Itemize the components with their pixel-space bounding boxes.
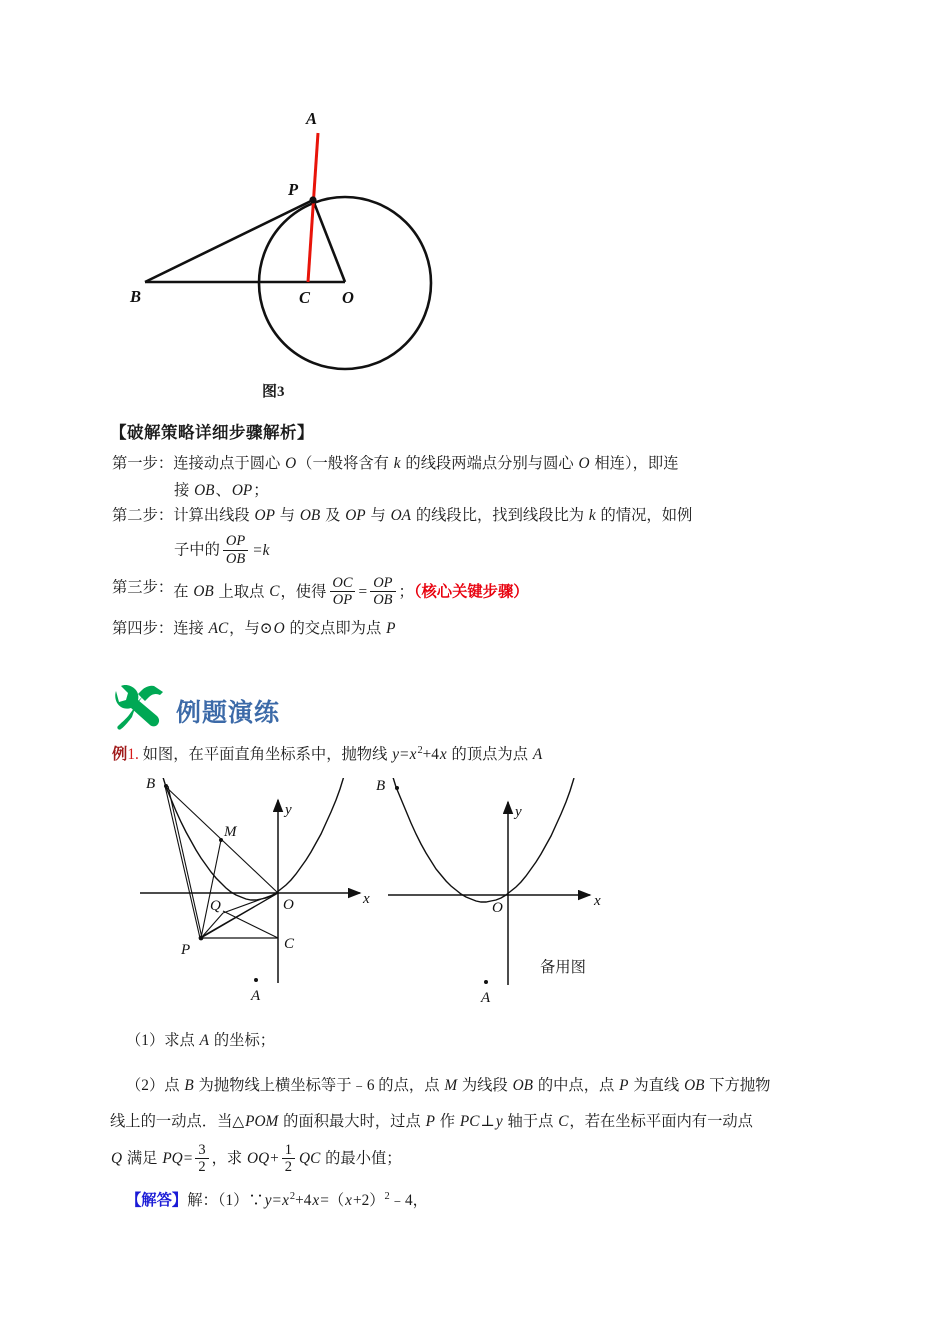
step-3-text-c: ，使得 (280, 583, 327, 601)
left-label-Q: Q (210, 898, 221, 914)
step-3-text-a: 在 (173, 583, 193, 601)
q2-l3-var-PQ: PQ (162, 1149, 183, 1167)
step-4 (112, 617, 812, 642)
q2-l2-perp: ⊥ (480, 1113, 495, 1131)
fraction-op-ob-2-numerator: OP (373, 574, 393, 591)
q2-l3-var-QC: QC (299, 1149, 321, 1167)
step-2-text-d: 与 (366, 506, 390, 524)
q2-l2-c: 作 (435, 1113, 459, 1131)
q2-l1-var-M: M (444, 1077, 458, 1094)
step-1-cont-text: 接 (174, 481, 194, 499)
point-P-dot (309, 196, 316, 203)
step-1-text-a: 连接动点于圆心 (173, 455, 285, 472)
step-4-label: 第四步： (112, 620, 174, 638)
step-2-text-a: 计算出线段 (173, 506, 254, 524)
segment-BP-left (165, 786, 200, 938)
q2-l2-var-POM: POM (245, 1113, 279, 1131)
figure-circle-tangent (110, 100, 510, 410)
left-label-M: M (224, 824, 237, 840)
fraction-op-ob (223, 533, 248, 566)
example-eq-exponent: 2 (417, 744, 423, 756)
q2-l3-a: 满足 (123, 1149, 162, 1167)
question-2 (110, 1068, 832, 1177)
q2-l1-var-P: P (619, 1077, 629, 1094)
step-2-body (173, 504, 812, 529)
question-2-line-2 (110, 1104, 832, 1140)
question-2-line-3 (110, 1141, 832, 1177)
step-1-text-c: 的线段两端点分别与圆心 (401, 455, 578, 472)
q2-l1-var-OB2: OB (684, 1077, 705, 1094)
label-P: P (288, 180, 299, 199)
step-2-text-e: 的线段比，找到线段比为 (412, 506, 588, 524)
right-label-B: B (376, 778, 386, 794)
step-2-cont-text: 子中的 (174, 541, 220, 559)
wrench-hammer-icon-svg (112, 684, 166, 732)
right-label-O: O (492, 900, 503, 916)
step-2-var-d: OA (390, 506, 411, 524)
step-1-var-c: O (578, 455, 590, 472)
step-3-var-a: OB (193, 583, 214, 601)
wrench-hammer-icon (112, 684, 166, 737)
answer-var-x2: x (312, 1192, 320, 1209)
segment-QO-left (223, 893, 278, 913)
step-3-text-b: 上取点 (214, 583, 269, 601)
answer-plus-2: +2） (352, 1192, 385, 1209)
fraction-oc-op-numerator: OC (332, 574, 353, 591)
section-heading-examples (112, 684, 280, 737)
example-eq-x2: x (439, 746, 447, 763)
q2-l3-c: 的最小值； (321, 1149, 402, 1167)
segment-PO (313, 200, 345, 282)
right-label-x: x (594, 893, 601, 909)
example-var-A: A (532, 746, 543, 763)
step-4-text-a: 连接 (173, 620, 208, 638)
fraction-oc-op-denominator: OP (330, 591, 355, 608)
q2-l2-var-C: C (558, 1113, 569, 1131)
step-3-key-highlight: （核心关键步骤） (413, 583, 529, 601)
step-2-text-b: 与 (275, 506, 299, 524)
step-4-var-b: O (273, 620, 285, 638)
step-2-var-b: OB (299, 506, 321, 524)
q2-l2-b: 的面积最大时，过点 (279, 1113, 425, 1131)
question-2-line-1 (126, 1068, 832, 1104)
segment-BP (145, 200, 313, 282)
step-2-text-f: 的情况，如例 (596, 506, 693, 524)
section-title-examples: 例题演练 (176, 698, 281, 727)
q2-l3-equals: = (183, 1149, 193, 1167)
left-label-y: y (285, 802, 292, 818)
step-4-body (173, 617, 812, 642)
question-2-number: （2） (126, 1077, 165, 1094)
question-1-number: （1） (126, 1032, 165, 1049)
example-number: 1. (127, 746, 139, 763)
step-1-cont-end: ； (253, 481, 269, 499)
q2-l1-var-OB: OB (512, 1077, 534, 1094)
answer-exponent-2: 2 (384, 1190, 390, 1202)
q2-l2-var-P: P (425, 1113, 435, 1131)
step-3 (112, 576, 812, 609)
step-4-var-c: P (386, 620, 396, 638)
step-2-var-a: OP (254, 506, 275, 524)
answer-equals-1: = (272, 1192, 282, 1209)
right-label-A: A (481, 990, 491, 1006)
step-2 (112, 504, 812, 529)
fraction-one-half (282, 1142, 295, 1175)
example-eq-equals: = (400, 746, 409, 763)
fraction-op-ob-denominator: OB (223, 550, 248, 567)
q2-l1-var-B: B (184, 1077, 194, 1094)
q2-l2-var-y: y (495, 1113, 503, 1131)
answer-minus-4: ﹣4， (389, 1192, 428, 1209)
step-1-text-b: （一般将含有 (297, 455, 393, 472)
step-3-var-b: C (269, 583, 280, 601)
step-1-body (173, 452, 812, 477)
left-label-B: B (146, 778, 156, 792)
step-3-label: 第三步： (112, 578, 174, 596)
question-1-var-A: A (199, 1032, 210, 1049)
label-O: O (342, 288, 354, 307)
step-4-text-c: 的交点即为点 (285, 620, 386, 638)
step-3-body (173, 576, 812, 609)
left-label-A: A (251, 988, 261, 1004)
fraction-oc-op (329, 575, 355, 608)
strategy-steps (112, 452, 812, 644)
label-C: C (299, 288, 311, 307)
fraction-one-half-denominator: 2 (282, 1158, 295, 1175)
q2-l2-d: 轴于点 (503, 1113, 558, 1131)
step-2-text-c: 及 (321, 506, 345, 524)
fraction-three-halves-denominator: 2 (195, 1158, 208, 1175)
step-2-var-c: OP (345, 506, 366, 524)
step-2-continuation (112, 534, 812, 567)
step-1-cont-var2: OP (231, 481, 253, 499)
example-eq-y: y (392, 746, 399, 763)
q2-l3-plus: + (270, 1149, 279, 1167)
answer-var-x1: x (282, 1192, 289, 1209)
segment-BP-left-2 (168, 786, 202, 938)
step-4-var-a: AC (208, 620, 229, 638)
answer-line (126, 1188, 428, 1210)
point-B-right-dot (395, 786, 399, 790)
q2-l2-a: 线上的一动点．当△ (110, 1113, 245, 1131)
figure-caption-3: 图3 (262, 384, 285, 400)
step-2-var-e: k (588, 506, 596, 524)
step-1-text-d: 相连），即连 (590, 455, 679, 472)
q2-l3-var-Q: Q (111, 1149, 123, 1167)
q2-l1-b: 为抛物线上横坐标等于﹣6 的点，点 (194, 1077, 444, 1094)
segment-QC-left (223, 911, 278, 938)
step-3-semicolon: ； (398, 583, 414, 601)
fraction-one-half-numerator: 1 (284, 1141, 293, 1158)
figure-parabolas (110, 778, 810, 1018)
strategy-heading: 【破解策略详细步骤解析】 (110, 423, 314, 442)
answer-var-x3: x (345, 1192, 352, 1209)
question-1-text-b: 的坐标； (210, 1032, 276, 1049)
answer-tag: 【解答】 (126, 1192, 188, 1209)
fraction-op-ob-2 (370, 575, 395, 608)
point-M-left-dot (219, 838, 223, 842)
label-B: B (130, 287, 142, 306)
step-1 (112, 452, 812, 477)
q2-l2-e: ，若在坐标平面内有一动点 (569, 1113, 753, 1131)
answer-plus-4: +4 (295, 1192, 312, 1209)
question-1-text-a: 求点 (164, 1032, 199, 1049)
q2-l1-f: 下方抛物 (705, 1077, 771, 1094)
point-B-left-dot (164, 784, 168, 788)
fraction-op-ob-numerator: OP (225, 533, 246, 550)
q2-l3-var-OQ: OQ (247, 1149, 270, 1167)
parabola-left-diagram (140, 778, 370, 1004)
point-P-left-dot (199, 936, 204, 941)
question-1 (126, 1028, 275, 1050)
q2-l1-a: 点 (164, 1077, 184, 1094)
figure-circle-tangent-svg (110, 100, 510, 410)
step-4-text-b: ，与⊙ (229, 620, 273, 638)
step-1-cont-var1: OB (194, 481, 215, 499)
fraction-op-ob-2-denominator: OB (370, 591, 395, 608)
example-eq-x: x (409, 746, 417, 763)
q2-l1-e: 为直线 (629, 1077, 684, 1094)
q2-l3-b: ，求 (211, 1149, 247, 1167)
point-A-right-dot (484, 980, 488, 984)
answer-equals-2: =（ (320, 1192, 345, 1209)
fraction-three-halves (195, 1142, 208, 1175)
answer-text-a: 解：（1）∵ (187, 1192, 264, 1209)
example-text-a: 如图，在平面直角坐标系中，抛物线 (142, 746, 392, 763)
segment-PQ-left (201, 913, 223, 938)
q2-l1-d: 的中点，点 (534, 1077, 619, 1094)
answer-exponent-1: 2 (289, 1190, 296, 1202)
right-label-y: y (515, 804, 522, 820)
example-statement (112, 742, 543, 764)
example-eq-rest: +4 (422, 746, 439, 763)
left-label-x: x (363, 891, 370, 907)
left-label-P: P (181, 942, 191, 958)
example-text-b: 的顶点为点 (447, 746, 532, 763)
right-parabola-curve (392, 778, 574, 902)
point-A-left-dot (254, 978, 258, 982)
left-label-C: C (284, 936, 295, 952)
step-1-cont-mid: 、 (215, 481, 231, 499)
left-label-O: O (283, 897, 294, 913)
step-1-label: 第一步： (112, 455, 174, 472)
example-tag: 例 (112, 746, 128, 763)
segment-MP-left (201, 840, 221, 938)
step-2-equals-k: =k (252, 541, 270, 559)
fraction-three-halves-numerator: 3 (198, 1141, 206, 1158)
step-2-label: 第二步： (112, 506, 174, 524)
step-1-var-b: k (393, 455, 401, 472)
figure-parabolas-svg (110, 778, 810, 1018)
q2-l2-var-PC: PC (459, 1113, 480, 1131)
step-3-equals: = (358, 583, 368, 601)
step-1-var-a: O (285, 455, 297, 472)
step-1-continuation (112, 479, 812, 504)
figure-caption-spare: 备用图 (540, 959, 586, 976)
answer-var-y: y (264, 1192, 272, 1209)
label-A: A (306, 109, 318, 128)
q2-l1-c: 为线段 (458, 1077, 512, 1094)
